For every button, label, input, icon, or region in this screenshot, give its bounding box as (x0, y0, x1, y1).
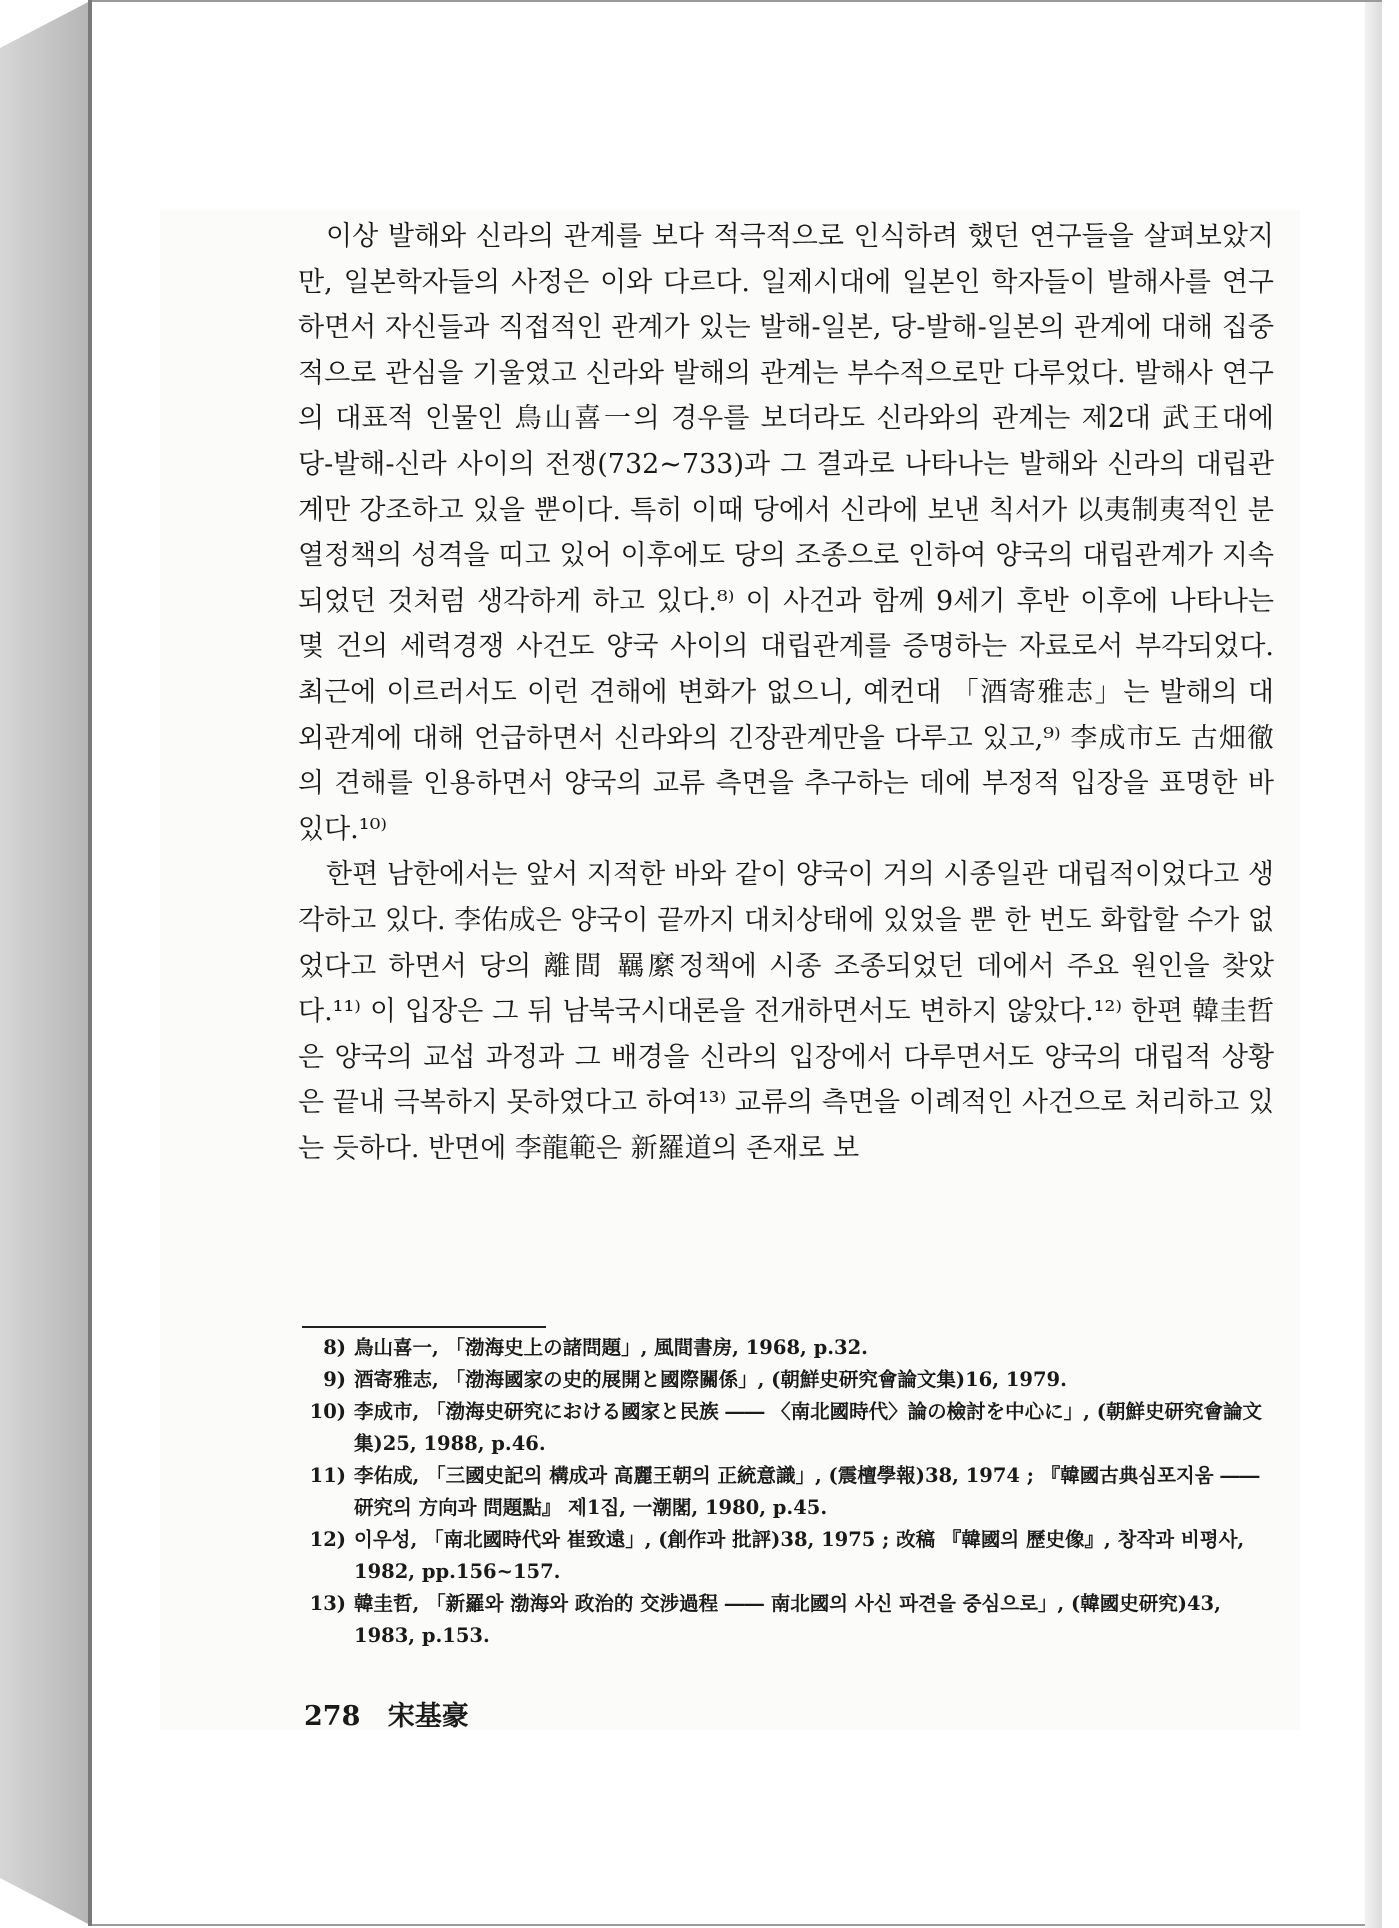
page-edge-shadow (1365, 2, 1382, 1928)
footnote-text: 酒寄雅志, 「渤海國家の史的展開と國際關係」, (朝鮮史研究會論文集)16, 1979. (354, 1368, 1067, 1391)
body-text (298, 214, 1274, 1171)
paragraph-2: 한편 남한에서는 앞서 지적한 바와 같이 양국이 거의 시종일관 대립적이었다고 생각하고 있다. 李佑成은 양국이 끝까지 대치상태에 있었을 뿐 한 번도 화합할 수가 없었다고 하면서 당의 離間 羈縻정책에 시종 조종되었던 데에서 주요 원인을 찾았다.¹¹⁾ 이 입장은 그 뒤 남북국시대론을 전개하면서도 변하지 않았다.¹²⁾ 한편 韓圭哲은 양국의 교섭 과정과 그 배경을 신라의 입장에서 다루면서도 양국의 대립적 상황은 끝내 극복하지 못하였다고 하여¹³⁾ 교류의 측면을 이례적인 사건으로 처리하고 있는 듯하다. 반면에 李龍範은 新羅道의 존재로 보 (298, 859, 1274, 1164)
footnote-number: 9) (323, 1368, 346, 1391)
footnote-text: 鳥山喜一, 「渤海史上の諸問題」, 風間書房, 1968, p.32. (354, 1336, 868, 1359)
footnote-rule (302, 1326, 546, 1328)
footnote-text: 李成市, 「渤海史研究における國家と民族 ―― 〈南北國時代〉論の檢討を中心に」, (朝鮮史研究會論文集)25, 1988, p.46. (354, 1400, 1262, 1455)
footnote-text: 李佑成, 「三國史記의 構成과 高麗王朝의 正統意識」, (震檀學報)38, 1974 ; 『韓國古典심포지움 ―― 研究의 方向과 問題點』 제1집, 一潮閣, 1980, p.45. (354, 1464, 1260, 1519)
footnote-text: 이우성, 「南北國時代와 崔致遠」, (創作과 批評)38, 1975 ; 改稿 『韓國의 歷史像』, 창작과 비평사, 1982, pp.156~157. (354, 1528, 1245, 1583)
page-number: 278 (304, 1701, 361, 1732)
footnote-9 (302, 1364, 1272, 1396)
footnote-11 (302, 1460, 1272, 1524)
paragraph-1: 이상 발해와 신라의 관계를 보다 적극적으로 인식하려 했던 연구들을 살펴보았지만, 일본학자들의 사정은 이와 다르다. 일제시대에 일본인 학자들이 발해사를 연구하면서 자신들과 직접적인 관계가 있는 발해-일본, 당-발해-일본의 관계에 대해 집중적으로 관심을 기울였고 신라와 발해의 관계는 부수적으로만 다루었다. 발해사 연구의 대표적 인물인 鳥山喜一의 경우를 보더라도 신라와의 관계는 제2대 武王대에 당-발해-신라 사이의 전쟁(732~733)과 그 결과로 나타나는 발해와 신라의 대립관계만 강조하고 있을 뿐이다. 특히 이때 당에서 신라에 보낸 칙서가 以夷制夷적인 분열정책의 성격을 띠고 있어 이후에도 당의 조종으로 인하여 양국의 대립관계가 지속되었던 것처럼 생각하게 하고 있다.⁸⁾ 이 사건과 함께 9세기 후반 이후에 나타나는 몇 건의 세력경쟁 사건도 양국 사이의 대립관계를 증명하는 자료로서 부각되었다. 최근에 이르러서도 이런 견해에 변화가 없으니, 예컨대 「酒寄雅志」는 발해의 대외관계에 대해 언급하면서 신라와의 긴장관계만을 다루고 있고,⁹⁾ 李成市도 古畑徹의 견해를 인용하면서 양국의 교류 측면을 추구하는 데에 부정적 입장을 표명한 바 있다.¹⁰⁾ (298, 221, 1274, 845)
footnote-text: 韓圭哲, 「新羅와 渤海와 政治的 交涉過程 ―― 南北國의 사신 파견을 중심으로」, (韓國史研究)43, 1983, p.153. (354, 1592, 1221, 1647)
footnote-number: 11) (309, 1464, 346, 1487)
footnote-12 (302, 1524, 1272, 1588)
book-spine (0, 0, 92, 1926)
footnote-number: 8) (323, 1336, 346, 1359)
page-footer (304, 1694, 487, 1733)
footnotes (302, 1332, 1272, 1652)
footnote-13 (302, 1588, 1272, 1652)
footnote-number: 12) (309, 1528, 346, 1551)
author-name: 宋基豪 (387, 1701, 469, 1732)
footnote-number: 13) (309, 1592, 346, 1615)
footnote-8 (302, 1332, 1272, 1364)
footnote-number: 10) (309, 1400, 346, 1423)
footnote-10 (302, 1396, 1272, 1460)
